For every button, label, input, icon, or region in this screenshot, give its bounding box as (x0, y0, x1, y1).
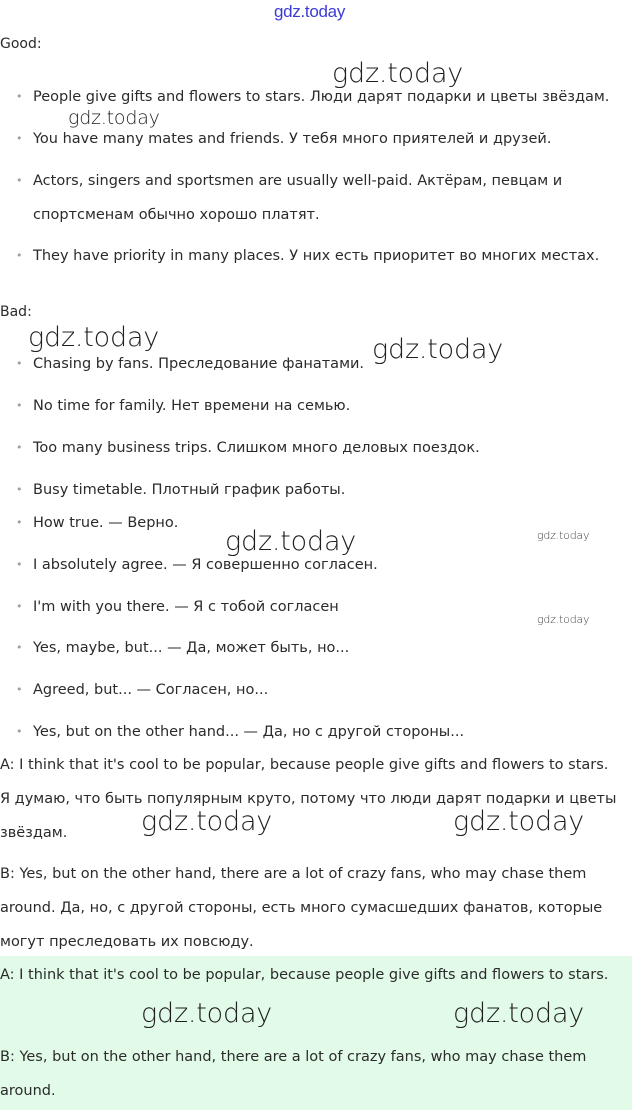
bullet-icon: • (16, 90, 23, 103)
watermark: gdz.today (332, 58, 464, 89)
list-item: • No time for family. Нет времени на семью. (16, 389, 616, 423)
list-item: • Chasing by fans. Преследование фанатами. (16, 347, 616, 381)
bullet-icon: • (16, 558, 23, 571)
bullet-icon: • (16, 516, 23, 529)
list-item: • People give gifts and flowers to stars. Люди дарят подарки и цветы звёздам. (16, 80, 616, 114)
bad-heading: Bad: (0, 304, 32, 320)
good-heading: Good: (0, 36, 42, 52)
list-item: • Actors, singers and sportsmen are usually well-paid. Актёрам, певцам и спортсменам обычно хорошо платят. (16, 164, 616, 232)
bullet-icon: • (16, 600, 23, 613)
list-item: • I absolutely agree. — Я совершенно согласен. (16, 548, 616, 582)
watermark: gdz.today (68, 107, 160, 129)
dialogue-b-paragraph: B: Yes, but on the other hand, there are a lot of crazy fans, who may chase them around. Да, но, с другой стороны, есть много сумасшедших фанатов, которые могут преследовать их повсюду. (0, 866, 603, 950)
top-watermark: gdz.today (274, 2, 346, 21)
watermark: gdz.today (225, 526, 357, 557)
list-item: • How true. — Верно. (16, 506, 616, 540)
bullet-icon: • (16, 683, 23, 696)
bullet-icon: • (16, 357, 23, 370)
highlight-b-paragraph: B: Yes, but on the other hand, there are a lot of crazy fans, who may chase them around. (0, 1049, 587, 1099)
bullet-icon: • (16, 441, 23, 454)
watermark: gdz.today (141, 998, 273, 1029)
bullet-icon: • (16, 174, 23, 187)
watermark: gdz.today (453, 806, 585, 837)
watermark: gdz.today (372, 334, 504, 365)
watermark: gdz.today (28, 322, 160, 353)
watermark: gdz.today (141, 806, 273, 837)
highlight-a-paragraph: A: I think that it's cool to be popular, because people give gifts and flowers to stars. (0, 967, 609, 983)
watermark: gdz.today (453, 998, 585, 1029)
bullet-icon: • (16, 399, 23, 412)
bullet-icon: • (16, 725, 23, 738)
bullet-icon: • (16, 249, 23, 262)
dialogue-a-paragraph: A: I think that it's cool to be popular, because people give gifts and flowers to stars. Я думаю, что быть популярным круто, потому что люди дарят подарки и цветы звёздам. (0, 757, 617, 841)
list-item: • Too many business trips. Слишком много деловых поездок. (16, 431, 616, 465)
list-item: • I'm with you there. — Я с тобой согласен (16, 590, 616, 624)
bullet-icon: • (16, 132, 23, 145)
bullet-icon: • (16, 483, 23, 496)
watermark: gdz.today (537, 529, 590, 542)
list-item: • You have many mates and friends. У тебя много приятелей и друзей. (16, 122, 616, 156)
list-item: • Agreed, but... — Согласен, но... (16, 673, 616, 707)
watermark: gdz.today (537, 613, 590, 626)
bullet-icon: • (16, 641, 23, 654)
list-item: • Yes, maybe, but... — Да, может быть, но... (16, 631, 616, 665)
list-item: • Busy timetable. Плотный график работы. (16, 473, 616, 507)
list-item: • Yes, but on the other hand... — Да, но с другой стороны... (16, 715, 616, 749)
list-item: • They have priority in many places. У них есть приоритет во многих местах. (16, 239, 616, 273)
